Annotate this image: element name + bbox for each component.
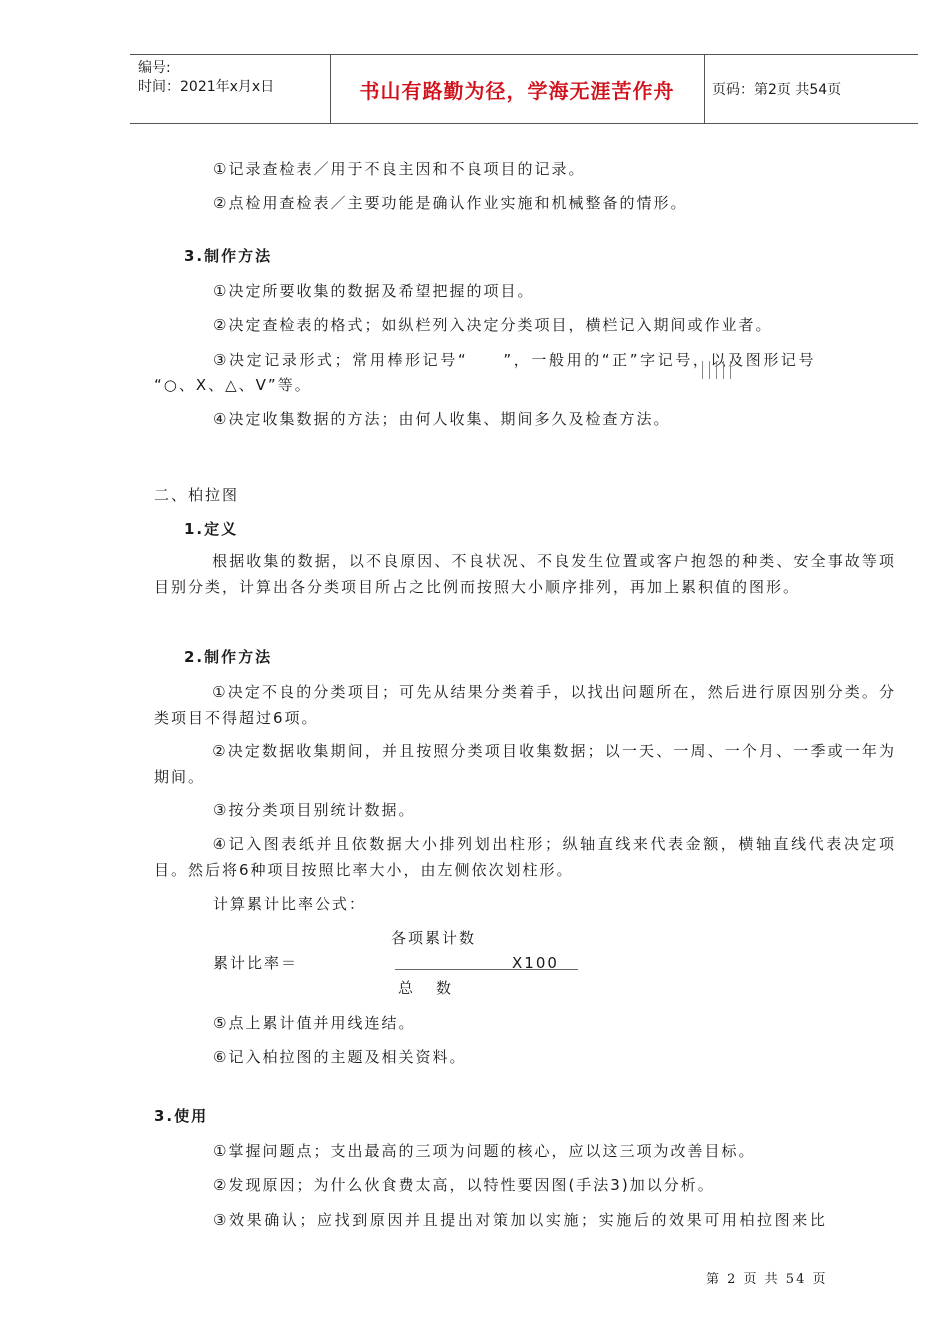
text-line: ⑥记入柏拉图的主题及相关资料。 [213,1048,467,1066]
page-header [130,54,918,124]
definition-paragraph: 根据收集的数据，以不良原因、不良状况、不良发生位置或客户抱怨的种类、安全事故等项目别分类，计算出各分类项目所占之比例而按照大小顺序排列，再加上累积值的图形。 [154,552,896,596]
chapter-heading: 二、柏拉图 [154,486,240,504]
text-line: ①掌握问题点；支出最高的三项为问题的核心，应以这三项为改善目标。 [213,1142,756,1160]
formula-denominator: 总 数 [398,979,456,997]
fraction-bar [395,969,578,970]
text-line: ①决定所要收集的数据及希望把握的项目。 [213,282,535,300]
section-heading: 1.定义 [184,520,239,538]
text-line: ②决定查检表的格式；如纵栏列入决定分类项目，横栏记入期间或作业者。 [213,316,773,334]
formula-numerator: 各项累计数 [391,929,477,947]
section-heading: 3.制作方法 [184,247,273,265]
time-label: 时间：2021年x月x日 [138,79,275,95]
text-line: ③按分类项目别统计数据。 [213,801,416,819]
text-line: ③效果确认；应找到原因并且提出对策加以实施；实施后的效果可用柏拉图来比 [213,1211,828,1229]
formula-lhs: 累计比率＝ [213,954,299,972]
formula-multiplier: X100 [512,954,559,972]
text-line: ③决定记录形式；常用棒形记号“ ”，一般用的“正”字记号，以及图形记号 [213,351,817,369]
step-paragraph: ②决定数据收集期间，并且按照分类项目收集数据；以一天、一周、一个月、一季或一年为期间。 [154,742,896,786]
section-heading: 2.制作方法 [184,648,273,666]
tally-mark-icon [700,361,732,379]
section-heading: 3.使用 [154,1107,209,1125]
number-label: 编号: [138,60,171,76]
header-meta [138,59,274,97]
text-line: “○、X、△、V”等。 [154,376,312,394]
text-line: ②发现原因；为什么伙食费太高，以特性要因图(手法3)加以分析。 [213,1176,715,1194]
step-paragraph: ④记入图表纸并且依数据大小排列划出柱形；纵轴直线来代表金额，横轴直线代表决定项目。然后将6种项目按照比率大小，由左侧依次划柱形。 [154,835,896,879]
text-line: ⑤点上累计值并用线连结。 [213,1014,416,1032]
text-line: ①记录查检表／用于不良主因和不良项目的记录。 [213,160,586,178]
text-line: ②点检用查检表／主要功能是确认作业实施和机械整备的情形。 [213,194,688,212]
header-motto: 书山有路勤为径，学海无涯苦作舟 [359,78,675,103]
text-line: ④决定收集数据的方法；由何人收集、期间多久及检查方法。 [213,410,671,428]
header-page-label: 页码：第2页 共54页 [712,82,842,98]
formula-intro: 计算累计比率公式： [213,895,367,913]
page-footer: 第 2 页 共 54 页 [706,1272,828,1287]
step-paragraph: ①决定不良的分类项目；可先从结果分类着手，以找出问题所在，然后进行原因别分类。分类项目不得超过6项。 [154,683,896,727]
header-divider [704,55,705,123]
